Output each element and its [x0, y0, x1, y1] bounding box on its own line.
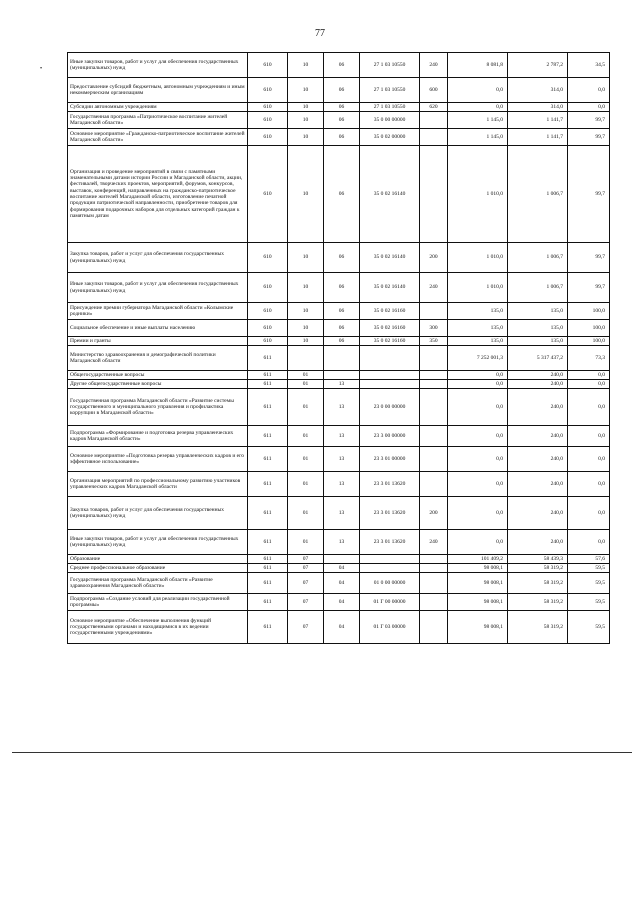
cell-csr: 35 0 02 16160 — [360, 320, 420, 337]
cell-pct: 100,0 — [568, 337, 610, 346]
cell-vedomstvo: 611 — [248, 380, 288, 389]
cell-podrazdel: 06 — [324, 53, 360, 78]
cell-csr — [360, 346, 420, 371]
cell-pct: 0,0 — [568, 472, 610, 497]
cell-fact: 314,0 — [508, 78, 568, 103]
cell-name: Подпрограмма «Создание условий для реализации государственной программы» — [68, 594, 248, 611]
cell-plan: 0,0 — [448, 530, 508, 555]
cell-pct: 0,0 — [568, 447, 610, 472]
cell-podrazdel: 13 — [324, 497, 360, 530]
table-row — [68, 273, 610, 303]
cell-plan: 0,0 — [448, 380, 508, 389]
cell-plan: 0,0 — [448, 103, 508, 112]
cell-plan: 0,0 — [448, 497, 508, 530]
cell-razdel: 01 — [288, 530, 324, 555]
cell-name: Общегосударственные вопросы — [68, 371, 248, 380]
cell-fact: 135,0 — [508, 337, 568, 346]
cell-csr: 35 0 02 16160 — [360, 303, 420, 320]
cell-name: Основное мероприятие «Подготовка резерва управленческих кадров и его эффективное использование» — [68, 447, 248, 472]
table-row — [68, 53, 610, 78]
cell-csr: 23 3 01 00000 — [360, 447, 420, 472]
cell-podrazdel: 06 — [324, 320, 360, 337]
cell-vedomstvo: 610 — [248, 53, 288, 78]
table-row — [68, 389, 610, 426]
cell-razdel: 01 — [288, 389, 324, 426]
cell-podrazdel: 04 — [324, 594, 360, 611]
cell-razdel: 07 — [288, 611, 324, 644]
cell-csr: 23 3 01 13620 — [360, 497, 420, 530]
cell-podrazdel: 13 — [324, 426, 360, 447]
cell-razdel: 10 — [288, 112, 324, 129]
cell-name: Государственная программа «Патриотическое воспитание жителей Магаданской области» — [68, 112, 248, 129]
cell-name: Предоставление субсидий бюджетным, автономным учреждениям и иным некоммерческим организациям — [68, 78, 248, 103]
cell-vedomstvo: 611 — [248, 594, 288, 611]
cell-razdel: 01 — [288, 380, 324, 389]
cell-csr: 01 0 00 00000 — [360, 573, 420, 594]
cell-vr: 600 — [420, 78, 448, 103]
cell-pct: 59,5 — [568, 564, 610, 573]
cell-csr: 01 Г 03 00000 — [360, 611, 420, 644]
cell-pct: 99,7 — [568, 129, 610, 146]
cell-pct: 0,0 — [568, 497, 610, 530]
cell-csr: 35 0 02 00000 — [360, 129, 420, 146]
table-row — [68, 530, 610, 555]
cell-name: Основное мероприятие «Гражданско-патриотическое воспитание жителей Магаданской области» — [68, 129, 248, 146]
cell-pct: 0,0 — [568, 530, 610, 555]
cell-csr: 23 3 01 13620 — [360, 530, 420, 555]
cell-csr — [360, 380, 420, 389]
table-row — [68, 320, 610, 337]
cell-vr: 200 — [420, 243, 448, 273]
cell-vr: 200 — [420, 497, 448, 530]
cell-razdel: 01 — [288, 426, 324, 447]
cell-csr: 35 0 02 16140 — [360, 273, 420, 303]
cell-vedomstvo: 611 — [248, 611, 288, 644]
cell-razdel: 01 — [288, 447, 324, 472]
cell-plan: 135,0 — [448, 320, 508, 337]
cell-pct: 0,0 — [568, 389, 610, 426]
cell-name: Другие общегосударственные вопросы — [68, 380, 248, 389]
cell-csr — [360, 371, 420, 380]
cell-podrazdel: 04 — [324, 573, 360, 594]
table-row — [68, 346, 610, 371]
cell-csr: 35 0 00 00000 — [360, 112, 420, 129]
cell-vr — [420, 389, 448, 426]
cell-plan: 0,0 — [448, 371, 508, 380]
cell-vr — [420, 573, 448, 594]
cell-razdel: 01 — [288, 497, 324, 530]
cell-fact: 58 319,2 — [508, 594, 568, 611]
cell-fact: 240,0 — [508, 472, 568, 497]
cell-vr: 350 — [420, 337, 448, 346]
cell-podrazdel: 06 — [324, 243, 360, 273]
budget-table — [67, 52, 610, 644]
cell-pct: 99,7 — [568, 273, 610, 303]
cell-podrazdel: 06 — [324, 303, 360, 320]
cell-vr — [420, 380, 448, 389]
cell-plan: 1 145,0 — [448, 129, 508, 146]
cell-fact: 240,0 — [508, 447, 568, 472]
cell-pct: 73,3 — [568, 346, 610, 371]
cell-plan: 8 081,8 — [448, 53, 508, 78]
cell-plan: 98 008,1 — [448, 594, 508, 611]
cell-plan: 135,0 — [448, 303, 508, 320]
cell-vr — [420, 146, 448, 243]
cell-vedomstvo: 611 — [248, 497, 288, 530]
cell-vr — [420, 555, 448, 564]
cell-vedomstvo: 611 — [248, 530, 288, 555]
cell-vr — [420, 472, 448, 497]
cell-name: Государственная программа Магаданской области «Развитие здравоохранения Магаданской области» — [68, 573, 248, 594]
cell-vedomstvo: 611 — [248, 555, 288, 564]
cell-pct: 59,5 — [568, 594, 610, 611]
cell-vedomstvo: 610 — [248, 129, 288, 146]
cell-razdel: 10 — [288, 129, 324, 146]
cell-vedomstvo: 610 — [248, 337, 288, 346]
cell-vr — [420, 594, 448, 611]
cell-vedomstvo: 610 — [248, 243, 288, 273]
table-row — [68, 447, 610, 472]
cell-vr: 240 — [420, 273, 448, 303]
cell-razdel: 01 — [288, 472, 324, 497]
table-row — [68, 78, 610, 103]
cell-name: Организация мероприятий по профессиональному развитию участников управленческих кадров Магаданской области — [68, 472, 248, 497]
cell-razdel: 01 — [288, 371, 324, 380]
cell-fact: 314,0 — [508, 103, 568, 112]
cell-pct: 100,0 — [568, 320, 610, 337]
cell-fact: 1 141,7 — [508, 129, 568, 146]
cell-name: Среднее профессиональное образование — [68, 564, 248, 573]
cell-fact: 1 006,7 — [508, 146, 568, 243]
cell-pct: 57,6 — [568, 555, 610, 564]
table-row — [68, 472, 610, 497]
cell-pct: 0,0 — [568, 103, 610, 112]
cell-vr: 620 — [420, 103, 448, 112]
cell-vedomstvo: 610 — [248, 146, 288, 243]
cell-csr: 35 0 02 16140 — [360, 243, 420, 273]
table-row — [68, 129, 610, 146]
cell-vr — [420, 303, 448, 320]
cell-razdel: 10 — [288, 103, 324, 112]
cell-plan: 0,0 — [448, 426, 508, 447]
cell-csr: 27 1 03 10550 — [360, 78, 420, 103]
cell-podrazdel: 13 — [324, 530, 360, 555]
table-row — [68, 611, 610, 644]
cell-fact: 240,0 — [508, 530, 568, 555]
cell-plan: 0,0 — [448, 389, 508, 426]
table-row — [68, 337, 610, 346]
cell-fact: 58 319,2 — [508, 611, 568, 644]
cell-fact: 240,0 — [508, 497, 568, 530]
cell-fact: 1 006,7 — [508, 273, 568, 303]
cell-razdel: 07 — [288, 594, 324, 611]
cell-name: Подпрограмма «Формирование и подготовка резерва управленческих кадров Магаданской области» — [68, 426, 248, 447]
cell-fact: 240,0 — [508, 371, 568, 380]
cell-vr — [420, 371, 448, 380]
cell-fact: 58 319,2 — [508, 573, 568, 594]
cell-plan: 98 008,1 — [448, 564, 508, 573]
cell-razdel: 07 — [288, 564, 324, 573]
cell-name: Социальное обеспечение и иные выплаты населению — [68, 320, 248, 337]
table-row — [68, 146, 610, 243]
cell-vr — [420, 129, 448, 146]
cell-fact: 135,0 — [508, 303, 568, 320]
cell-csr: 23 3 01 13620 — [360, 472, 420, 497]
cell-name: Основное мероприятие «Обеспечение выполнения функций государственными органами и находящимися в их ведении государственными учреждениями» — [68, 611, 248, 644]
table-row — [68, 112, 610, 129]
cell-vr: 240 — [420, 53, 448, 78]
cell-plan: 98 008,1 — [448, 611, 508, 644]
cell-name: Иные закупки товаров, работ и услуг для обеспечения государственных (муниципальных) нужд — [68, 53, 248, 78]
cell-vr: 240 — [420, 530, 448, 555]
cell-razdel: 10 — [288, 146, 324, 243]
cell-name: Государственная программа Магаданской области «Развитие системы государственного и муниципального управления и профилактика коррупции в Магаданской области» — [68, 389, 248, 426]
cell-vr — [420, 447, 448, 472]
cell-razdel: 07 — [288, 573, 324, 594]
cell-vedomstvo: 610 — [248, 112, 288, 129]
cell-pct: 59,5 — [568, 573, 610, 594]
cell-vr — [420, 346, 448, 371]
cell-plan: 7 252 001,3 — [448, 346, 508, 371]
cell-plan: 1 145,0 — [448, 112, 508, 129]
cell-fact: 58 319,2 — [508, 564, 568, 573]
cell-name: Субсидии автономным учреждениям — [68, 103, 248, 112]
cell-razdel: 10 — [288, 78, 324, 103]
table-row — [68, 564, 610, 573]
cell-podrazdel — [324, 555, 360, 564]
cell-csr: 27 1 03 10550 — [360, 53, 420, 78]
cell-razdel: 10 — [288, 337, 324, 346]
cell-vedomstvo: 610 — [248, 273, 288, 303]
cell-razdel: 10 — [288, 303, 324, 320]
cell-razdel: 10 — [288, 53, 324, 78]
cell-vedomstvo: 611 — [248, 573, 288, 594]
cell-vedomstvo: 611 — [248, 447, 288, 472]
cell-fact: 135,0 — [508, 320, 568, 337]
cell-podrazdel — [324, 371, 360, 380]
cell-pct: 99,7 — [568, 112, 610, 129]
cell-vr — [420, 112, 448, 129]
page-bottom-rule — [12, 752, 632, 753]
table-row — [68, 371, 610, 380]
margin-mark: • — [40, 66, 43, 72]
cell-podrazdel: 13 — [324, 472, 360, 497]
cell-razdel: 07 — [288, 555, 324, 564]
cell-podrazdel: 13 — [324, 389, 360, 426]
cell-razdel: 10 — [288, 320, 324, 337]
page-number: 77 — [315, 28, 325, 39]
cell-vedomstvo: 611 — [248, 426, 288, 447]
cell-pct: 100,0 — [568, 303, 610, 320]
cell-podrazdel: 06 — [324, 273, 360, 303]
cell-podrazdel: 06 — [324, 146, 360, 243]
table-row — [68, 594, 610, 611]
table-row — [68, 243, 610, 273]
cell-podrazdel: 13 — [324, 380, 360, 389]
cell-fact: 5 317 437,2 — [508, 346, 568, 371]
cell-name: Иные закупки товаров, работ и услуг для обеспечения государственных (муниципальных) нужд — [68, 530, 248, 555]
cell-pct: 59,5 — [568, 611, 610, 644]
table-row — [68, 426, 610, 447]
cell-fact: 240,0 — [508, 380, 568, 389]
cell-plan: 1 010,0 — [448, 146, 508, 243]
cell-podrazdel: 06 — [324, 78, 360, 103]
cell-plan: 1 010,0 — [448, 243, 508, 273]
cell-vedomstvo: 610 — [248, 320, 288, 337]
cell-name: Образование — [68, 555, 248, 564]
cell-razdel: 10 — [288, 243, 324, 273]
cell-fact: 1 141,7 — [508, 112, 568, 129]
cell-name: Закупка товаров, работ и услуг для обеспечения государственных (муниципальных) нужд — [68, 497, 248, 530]
cell-plan: 0,0 — [448, 472, 508, 497]
cell-pct: 99,7 — [568, 243, 610, 273]
cell-vr — [420, 426, 448, 447]
cell-plan: 0,0 — [448, 447, 508, 472]
cell-vedomstvo: 611 — [248, 346, 288, 371]
cell-name: Организация и проведение мероприятий в связи с памятными знаменательными датами истории России и Магаданской области, акции, фестивалей, творческих проектов, мероприятий, форумов, конкурсов, выставок, конференций, направленных на гражданско-патриотическое воспитание жителей Магаданской области, изготовление печатной продукции патриотической направленности, приобретение товаров для формирования подарочных наборов для отдельных категорий граждан к памятным датам — [68, 146, 248, 243]
cell-podrazdel — [324, 346, 360, 371]
cell-name: Министерство здравоохранения и демографической политики Магаданской области — [68, 346, 248, 371]
cell-vedomstvo: 610 — [248, 103, 288, 112]
cell-podrazdel: 13 — [324, 447, 360, 472]
table-row — [68, 497, 610, 530]
cell-fact: 1 006,7 — [508, 243, 568, 273]
table-row — [68, 555, 610, 564]
cell-podrazdel: 04 — [324, 564, 360, 573]
cell-vedomstvo: 611 — [248, 371, 288, 380]
cell-plan: 101 409,2 — [448, 555, 508, 564]
cell-vr — [420, 564, 448, 573]
cell-vedomstvo: 610 — [248, 78, 288, 103]
cell-name: Премии и гранты — [68, 337, 248, 346]
cell-csr — [360, 564, 420, 573]
cell-pct: 0,0 — [568, 426, 610, 447]
cell-pct: 0,0 — [568, 78, 610, 103]
cell-fact: 240,0 — [508, 389, 568, 426]
cell-name: Закупка товаров, работ и услуг для обеспечения государственных (муниципальных) нужд — [68, 243, 248, 273]
cell-vedomstvo: 611 — [248, 472, 288, 497]
cell-fact: 2 787,2 — [508, 53, 568, 78]
cell-vedomstvo: 611 — [248, 389, 288, 426]
cell-pct: 99,7 — [568, 146, 610, 243]
cell-csr: 35 0 02 16140 — [360, 146, 420, 243]
cell-podrazdel: 06 — [324, 103, 360, 112]
cell-plan: 1 010,0 — [448, 273, 508, 303]
cell-podrazdel: 06 — [324, 129, 360, 146]
cell-fact: 58 439,3 — [508, 555, 568, 564]
cell-podrazdel: 06 — [324, 337, 360, 346]
cell-plan: 135,0 — [448, 337, 508, 346]
cell-vedomstvo: 610 — [248, 303, 288, 320]
cell-csr: 01 Г 00 00000 — [360, 594, 420, 611]
cell-fact: 240,0 — [508, 426, 568, 447]
cell-pct: 0,0 — [568, 371, 610, 380]
cell-csr: 27 1 03 10550 — [360, 103, 420, 112]
cell-vedomstvo: 611 — [248, 564, 288, 573]
table-row — [68, 303, 610, 320]
cell-pct: 34,5 — [568, 53, 610, 78]
cell-razdel: 10 — [288, 273, 324, 303]
cell-csr — [360, 555, 420, 564]
cell-csr: 23 3 00 00000 — [360, 426, 420, 447]
cell-name: Иные закупки товаров, работ и услуг для обеспечения государственных (муниципальных) нужд — [68, 273, 248, 303]
cell-name: Присуждение премии губернатора Магаданской области «Колымские родники» — [68, 303, 248, 320]
cell-podrazdel: 06 — [324, 112, 360, 129]
cell-vr: 300 — [420, 320, 448, 337]
table-row — [68, 573, 610, 594]
cell-podrazdel: 04 — [324, 611, 360, 644]
cell-pct: 0,0 — [568, 380, 610, 389]
cell-plan: 0,0 — [448, 78, 508, 103]
cell-csr: 35 0 02 16160 — [360, 337, 420, 346]
table-row — [68, 380, 610, 389]
cell-vr — [420, 611, 448, 644]
table-row — [68, 103, 610, 112]
cell-razdel — [288, 346, 324, 371]
cell-plan: 98 008,1 — [448, 573, 508, 594]
cell-csr: 23 0 00 00000 — [360, 389, 420, 426]
